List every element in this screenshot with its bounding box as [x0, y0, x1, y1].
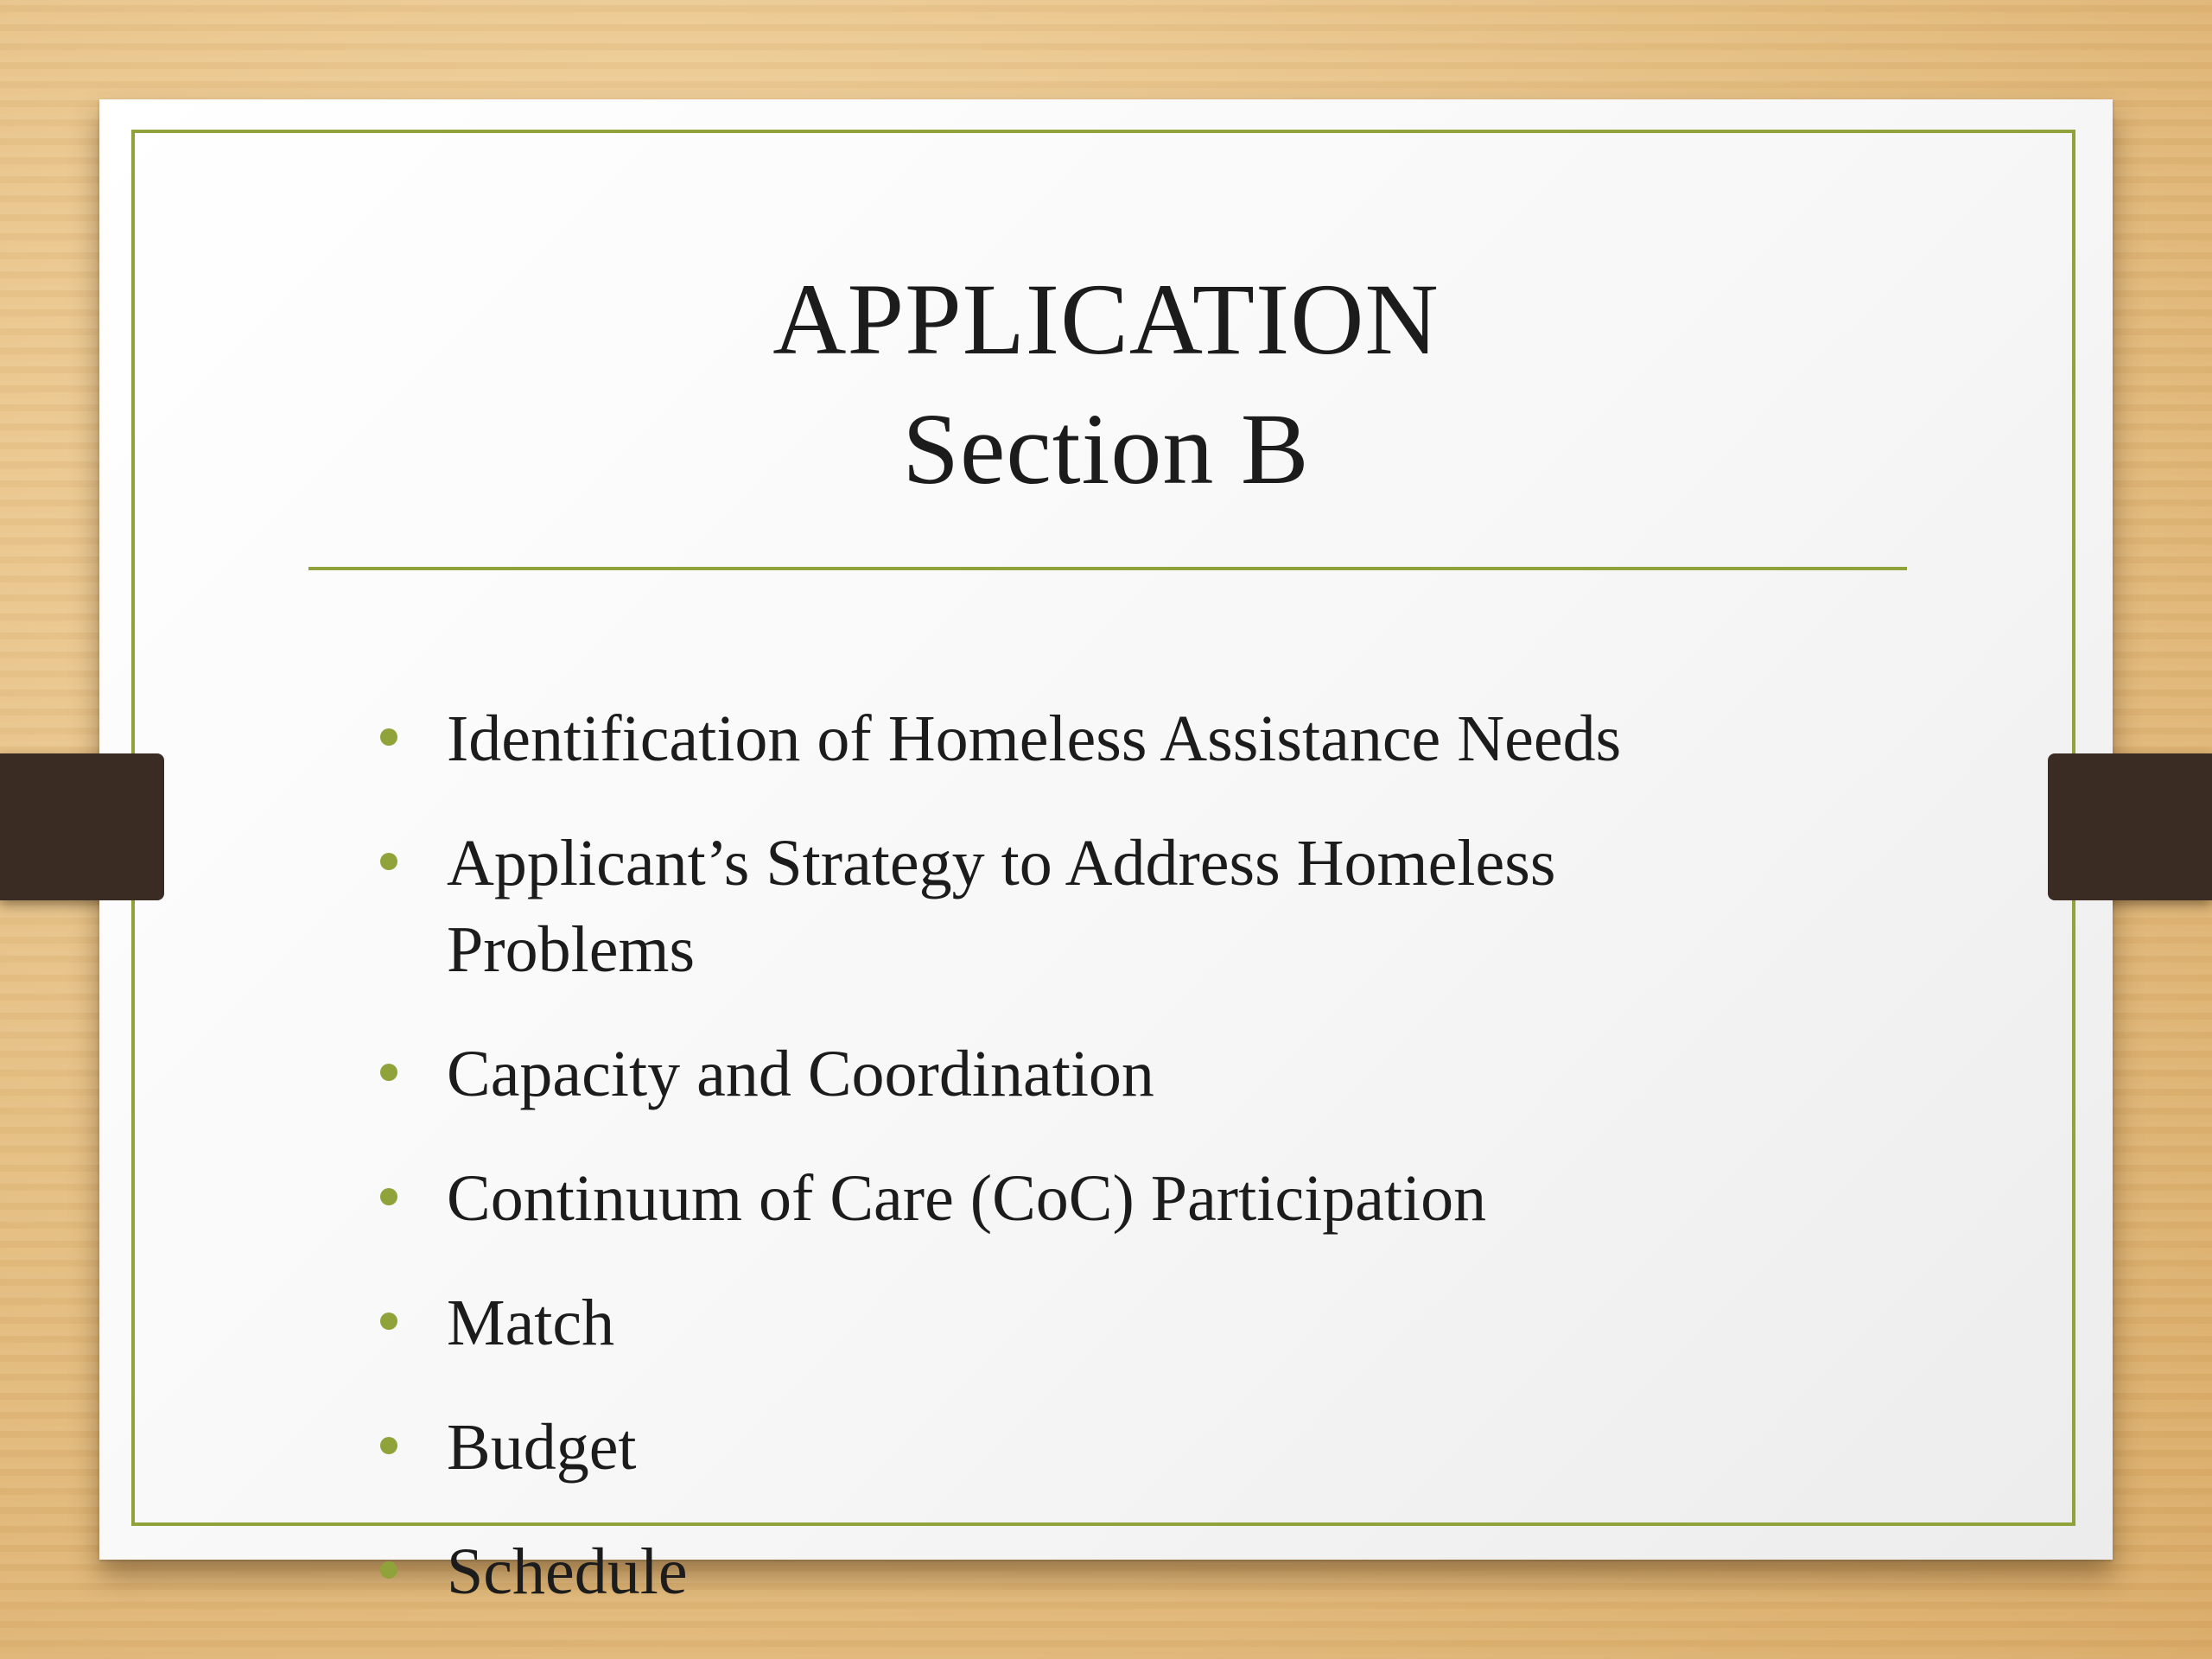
title-line-2: Section B — [902, 392, 1310, 505]
bullet-icon — [380, 1561, 397, 1579]
bullet-icon — [380, 853, 397, 870]
bullet-item — [380, 696, 1936, 782]
title-line-1: APPLICATION — [772, 263, 1440, 376]
slide-card — [99, 99, 2113, 1608]
bullet-item — [380, 1529, 1936, 1615]
title-divider — [308, 567, 1907, 570]
bullet-item — [380, 1155, 1936, 1242]
bullet-text: Applicant’s Strategy to Address Homeless Problems — [447, 827, 1556, 986]
binder-clip-left-overlap — [0, 753, 164, 900]
bullet-text: Capacity and Coordination — [447, 1038, 1154, 1110]
bullet-list — [380, 696, 1936, 1653]
bullet-item — [380, 1404, 1936, 1491]
bullet-icon — [380, 1437, 397, 1454]
bullet-icon — [380, 1313, 397, 1330]
bullet-text: Match — [447, 1287, 615, 1359]
bullet-item — [380, 1031, 1936, 1117]
bullet-text: Schedule — [447, 1535, 688, 1608]
bullet-icon — [380, 728, 397, 746]
bullet-text: Continuum of Care (CoC) Participation — [447, 1162, 1487, 1235]
bullet-text: Identification of Homeless Assistance Needs — [447, 702, 1622, 775]
bullet-item — [380, 820, 1743, 993]
slide-title — [99, 255, 2113, 514]
bullet-icon — [380, 1188, 397, 1205]
bullet-icon — [380, 1064, 397, 1081]
bullet-text: Budget — [447, 1411, 637, 1484]
binder-clip-right-overlap — [2048, 753, 2212, 900]
bullet-item — [380, 1280, 1936, 1366]
